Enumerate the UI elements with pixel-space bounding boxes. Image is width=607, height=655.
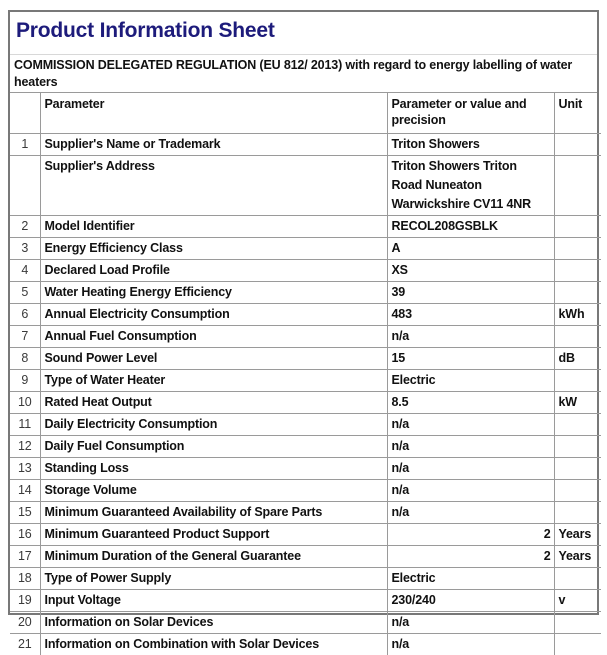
unit-cell	[554, 501, 601, 523]
value-cell: A	[387, 237, 554, 259]
parameter-cell: Type of Water Heater	[40, 369, 387, 391]
parameter-cell: Rated Heat Output	[40, 391, 387, 413]
table-row	[10, 237, 601, 259]
value-cell: RECOL208GSBLK	[387, 215, 554, 237]
unit-cell	[554, 435, 601, 457]
unit-cell: dB	[554, 347, 601, 369]
value-cell: Triton Showers	[387, 133, 554, 155]
row-number-cell: 12	[10, 435, 40, 457]
value-cell: XS	[387, 259, 554, 281]
row-number-cell: 2	[10, 215, 40, 237]
value-cell: n/a	[387, 435, 554, 457]
unit-cell	[554, 281, 601, 303]
product-info-table	[10, 93, 601, 655]
parameter-cell: Declared Load Profile	[40, 259, 387, 281]
table-row	[10, 369, 601, 391]
table-row	[10, 303, 601, 325]
unit-cell	[554, 155, 601, 215]
row-number-cell: 15	[10, 501, 40, 523]
parameter-cell: Annual Fuel Consumption	[40, 325, 387, 347]
row-number-cell: 10	[10, 391, 40, 413]
parameter-cell: Minimum Guaranteed Availability of Spare Parts	[40, 501, 387, 523]
table-row	[10, 259, 601, 281]
value-cell: n/a	[387, 413, 554, 435]
value-cell: n/a	[387, 611, 554, 633]
table-row	[10, 523, 601, 545]
row-number-cell: 18	[10, 567, 40, 589]
parameter-cell: Sound Power Level	[40, 347, 387, 369]
parameter-cell: Information on Solar Devices	[40, 611, 387, 633]
row-number-cell: 21	[10, 633, 40, 655]
parameter-cell: Information on Combination with Solar Devices	[40, 633, 387, 655]
table-row	[10, 413, 601, 435]
unit-cell	[554, 237, 601, 259]
regulation-subtitle: COMMISSION DELEGATED REGULATION (EU 812/ 2013) with regard to energy labelling of water heaters	[10, 55, 597, 93]
parameter-cell: Daily Fuel Consumption	[40, 435, 387, 457]
table-row	[10, 589, 601, 611]
parameter-cell: Water Heating Energy Efficiency	[40, 281, 387, 303]
table-row	[10, 215, 601, 237]
table-row	[10, 347, 601, 369]
value-cell: n/a	[387, 325, 554, 347]
row-number-cell: 16	[10, 523, 40, 545]
parameter-cell: Minimum Guaranteed Product Support	[40, 523, 387, 545]
unit-cell	[554, 567, 601, 589]
table-row	[10, 155, 601, 215]
row-number-cell: 11	[10, 413, 40, 435]
parameter-cell: Storage Volume	[40, 479, 387, 501]
header-cell-number	[10, 93, 40, 133]
row-number-cell: 20	[10, 611, 40, 633]
parameter-cell: Model Identifier	[40, 215, 387, 237]
value-cell: 483	[387, 303, 554, 325]
parameter-cell: Type of Power Supply	[40, 567, 387, 589]
unit-cell: kW	[554, 391, 601, 413]
parameter-cell: Minimum Duration of the General Guarantee	[40, 545, 387, 567]
table-row	[10, 281, 601, 303]
value-cell: n/a	[387, 479, 554, 501]
table-row	[10, 435, 601, 457]
row-number-cell: 7	[10, 325, 40, 347]
table-row	[10, 501, 601, 523]
title-bar	[10, 12, 597, 55]
table-row	[10, 391, 601, 413]
value-cell: 8.5	[387, 391, 554, 413]
parameter-cell: Supplier's Address	[40, 155, 387, 215]
unit-cell	[554, 133, 601, 155]
table-row	[10, 457, 601, 479]
unit-cell	[554, 259, 601, 281]
row-number-cell: 3	[10, 237, 40, 259]
unit-cell: Years	[554, 523, 601, 545]
unit-cell	[554, 413, 601, 435]
product-information-sheet	[8, 10, 599, 651]
table-row	[10, 567, 601, 589]
table-row	[10, 611, 601, 633]
value-cell: Electric	[387, 369, 554, 391]
table-row	[10, 633, 601, 655]
table-row	[10, 479, 601, 501]
row-number-cell: 6	[10, 303, 40, 325]
unit-cell	[554, 479, 601, 501]
unit-cell: v	[554, 589, 601, 611]
header-cell-value: Parameter or value and precision	[387, 93, 554, 133]
row-number-cell: 8	[10, 347, 40, 369]
unit-cell: Years	[554, 545, 601, 567]
value-cell: n/a	[387, 457, 554, 479]
page-title: Product Information Sheet	[16, 19, 275, 42]
header-cell-unit: Unit	[554, 93, 601, 133]
unit-cell	[554, 215, 601, 237]
unit-cell	[554, 457, 601, 479]
table-row	[10, 133, 601, 155]
table-row	[10, 325, 601, 347]
parameter-cell: Annual Electricity Consumption	[40, 303, 387, 325]
row-number-cell	[10, 155, 40, 215]
value-cell: n/a	[387, 633, 554, 655]
row-number-cell: 19	[10, 589, 40, 611]
unit-cell	[554, 611, 601, 633]
value-cell: 15	[387, 347, 554, 369]
unit-cell	[554, 369, 601, 391]
value-cell: 39	[387, 281, 554, 303]
value-cell: n/a	[387, 501, 554, 523]
row-number-cell: 17	[10, 545, 40, 567]
parameter-cell: Standing Loss	[40, 457, 387, 479]
value-cell: 2	[387, 523, 554, 545]
parameter-cell: Energy Efficiency Class	[40, 237, 387, 259]
unit-cell	[554, 325, 601, 347]
table-header-row	[10, 93, 601, 133]
row-number-cell: 4	[10, 259, 40, 281]
row-number-cell: 9	[10, 369, 40, 391]
row-number-cell: 13	[10, 457, 40, 479]
row-number-cell: 1	[10, 133, 40, 155]
row-number-cell: 14	[10, 479, 40, 501]
parameter-cell: Input Voltage	[40, 589, 387, 611]
row-number-cell: 5	[10, 281, 40, 303]
table-row	[10, 545, 601, 567]
header-cell-parameter: Parameter	[40, 93, 387, 133]
unit-cell: kWh	[554, 303, 601, 325]
value-cell: 2	[387, 545, 554, 567]
parameter-cell: Daily Electricity Consumption	[40, 413, 387, 435]
value-cell: Triton Showers Triton Road Nuneaton Warwickshire CV11 4NR	[387, 155, 554, 215]
value-cell: 230/240	[387, 589, 554, 611]
unit-cell	[554, 633, 601, 655]
parameter-cell: Supplier's Name or Trademark	[40, 133, 387, 155]
value-cell: Electric	[387, 567, 554, 589]
